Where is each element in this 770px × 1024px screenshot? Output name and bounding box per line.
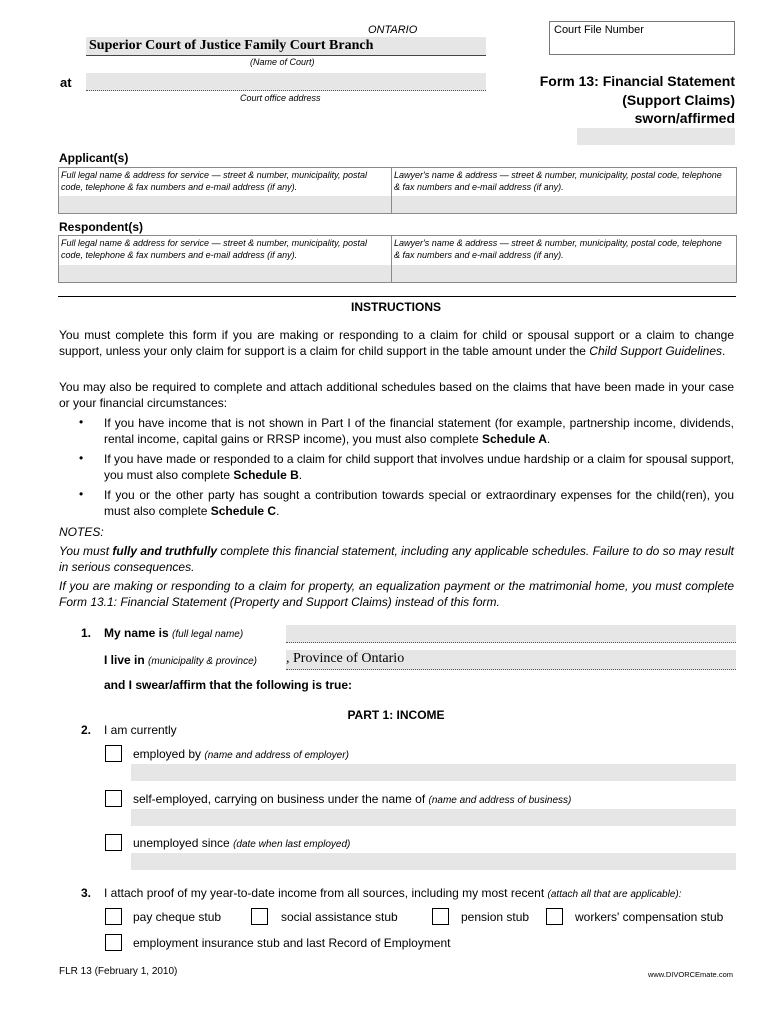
respondents-table [58,235,737,283]
bullet-a-period: . [546,431,551,446]
divider [58,296,736,297]
applicants-heading: Applicant(s) [59,151,129,165]
my-name-hint: (full legal name) [172,629,244,640]
court-name-caption: (Name of Court) [250,57,315,67]
form-title-line1: Form 13: Financial Statement [539,73,735,89]
court-name-field[interactable] [86,37,486,56]
respondent-party-caption: Full legal name & address for service — street & number, municipality, postal code, telephone & fax numbers and e-mail address (if any). [61,238,367,260]
instructions-paragraph-1 [59,328,734,359]
court-name: Superior Court of Justice Family Court Branch [89,38,374,53]
pension-stub-label: pension stub [461,910,530,924]
note1-end: complete this financial statement, including any applicable schedules. Failure to do so may result in serious consequences. [59,544,734,574]
self-employed-text: self-employed, carrying on business under the name of [133,792,426,806]
court-file-number-box[interactable] [549,21,735,55]
employed-label [133,747,349,761]
bullet-schedule-c [104,488,734,519]
live-in-hint: (municipality & province) [148,656,257,667]
my-name-label [104,626,243,640]
applicant-party-caption: Full legal name & address for service — street & number, municipality, postal code, telephone & fax numbers and e-mail address (if any). [61,170,367,192]
respondents-heading: Respondent(s) [59,220,143,234]
respondent-lawyer-field[interactable] [392,265,736,282]
q3-main: I attach proof of my year-to-date income from all sources, including my most recent [104,886,545,900]
municipality-field[interactable] [286,650,736,670]
applicant-lawyer-field[interactable] [392,196,736,213]
court-address-field[interactable] [86,73,486,91]
swear-affirm-line: and I swear/affirm that the following is true: [104,678,353,692]
part1-heading: PART 1: INCOME [347,708,445,722]
pension-stub-checkbox[interactable] [432,908,449,925]
workers-compensation-stub-checkbox[interactable] [546,908,563,925]
note-1 [59,544,734,575]
self-employed-checkbox[interactable] [105,790,122,807]
form-title-line2: (Support Claims) [622,91,735,108]
bullet-c-text: If you or the other party has sought a contribution towards special or extraordinary expenses for the child(ren), you must also complete [104,488,734,518]
sworn-affirmed-field[interactable] [577,128,735,145]
instructions-paragraph-2: You may also be required to complete and attach additional schedules based on the claims that have been made in your case or your financial circumstances: [59,380,734,410]
employment-insurance-stub-label: employment insurance stub and last Record of Employment [133,936,451,950]
instructions-heading: INSTRUCTIONS [351,300,441,314]
applicant-party-field[interactable] [59,196,391,213]
bullet-schedule-a [104,416,734,447]
self-employed-label [133,792,571,806]
bullet-b-marker: • [79,451,84,465]
pay-cheque-stub-label: pay cheque stub [133,910,222,924]
applicant-lawyer-cell[interactable] [392,168,736,213]
live-in-label [104,653,257,667]
live-in-text: I live in [104,653,145,667]
p1-end: . [722,343,726,358]
last-employed-field[interactable] [131,853,736,870]
pay-cheque-stub-checkbox[interactable] [105,908,122,925]
court-file-number-label: Court File Number [554,24,644,36]
schedule-a: Schedule A [481,431,547,446]
form-title [480,72,735,128]
my-name-text: My name is [104,626,169,640]
schedule-b: Schedule B [233,467,299,482]
unemployed-label [133,836,350,850]
employed-hint: (name and address of employer) [204,750,349,761]
unemployed-hint: (date when last employed) [233,839,351,850]
province-label: ONTARIO [368,24,418,36]
q3-hint: (attach all that are applicable): [547,889,682,900]
form-id: FLR 13 (February 1, 2010) [59,966,178,977]
province-value: , Province of Ontario [286,651,405,666]
bullet-schedule-b [104,452,734,483]
employed-text: employed by [133,747,202,761]
bullet-c-period: . [276,503,280,518]
q3-number: 3. [81,886,92,900]
applicants-table [58,167,737,214]
q2-text: I am currently [104,723,177,737]
self-employed-hint: (name and address of business) [428,795,572,806]
respondent-lawyer-caption: Lawyer's name & address — street & number, municipality, postal code, telephone & fax numbers and e-mail address (if any). [394,238,722,260]
social-assistance-stub-checkbox[interactable] [251,908,268,925]
q3-text [104,886,682,900]
footer-site: www.DIVORCEmate.com [647,970,733,979]
p1-text: You must complete this form if you are making or responding to a claim for child or spousal support or a claim to change support, unless your only claim for support is a claim for child support in the table amount under the [59,328,734,358]
unemployed-text: unemployed since [133,836,230,850]
schedule-c: Schedule C [210,503,277,518]
bullet-a-marker: • [79,415,84,429]
child-support-guidelines: Child Support Guidelines [589,343,723,358]
at-label: at [60,75,72,90]
employed-checkbox[interactable] [105,745,122,762]
workers-compensation-stub-label: workers' compensation stub [575,910,724,924]
form-title-line3: sworn/affirmed [634,110,735,126]
applicant-party-cell[interactable] [59,168,392,213]
note-2: If you are making or responding to a claim for property, an equalization payment or the matrimonial home, you must complete Form 13.1: Financial Statement (Property and Support Claims) instead of this form. [59,579,734,609]
notes-heading: NOTES: [59,525,104,539]
full-legal-name-field[interactable] [286,625,736,643]
bullet-a-text: If you have income that is not shown in Part I of the financial statement (for example, partnership income, dividends, rental income, capital gains or RRSP income), you must also complete [104,416,734,446]
respondent-lawyer-cell[interactable] [392,236,736,282]
employment-insurance-stub-checkbox[interactable] [105,934,122,951]
note1-bold: fully and truthfully [112,544,218,558]
bullet-c-marker: • [79,487,84,501]
respondent-party-cell[interactable] [59,236,392,282]
respondent-party-field[interactable] [59,265,391,282]
social-assistance-stub-label: social assistance stub [281,910,398,924]
applicant-lawyer-caption: Lawyer's name & address — street & number, municipality, postal code, telephone & fax numbers and e-mail address (if any). [394,170,722,192]
business-field[interactable] [131,809,736,826]
unemployed-checkbox[interactable] [105,834,122,851]
bullet-b-text: If you have made or responded to a claim for child support that involves undue hardship or a claim for spousal support, you must also complete [104,452,734,482]
court-address-caption: Court office address [240,93,321,103]
note1-start: You must [59,544,113,558]
section1-number: 1. [81,626,92,640]
bullet-b-period: . [298,467,303,482]
q2-number: 2. [81,723,92,737]
employer-field[interactable] [131,764,736,781]
